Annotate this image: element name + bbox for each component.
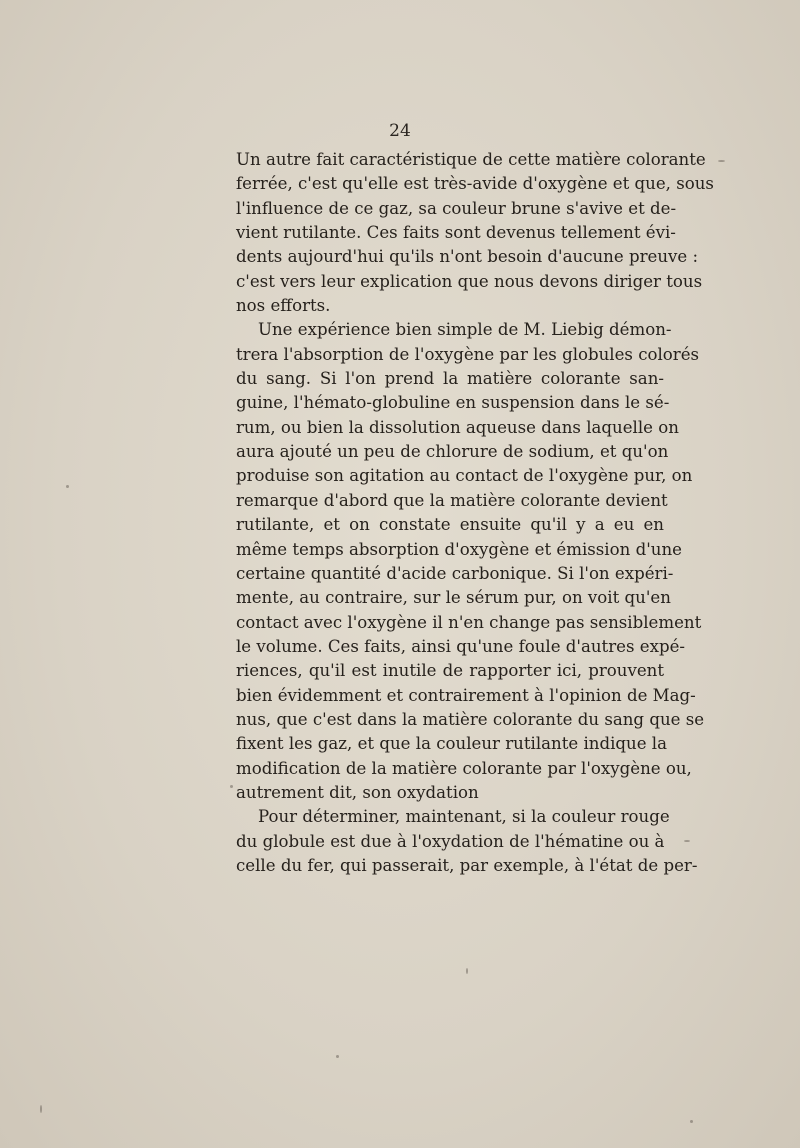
text-line: le volume. Ces faits, ainsi qu'une foule d'autres expé-	[236, 636, 685, 656]
paper-speck	[684, 840, 690, 842]
text-line: l'influence de ce gaz, sa couleur brune s'avive et de-	[236, 198, 677, 218]
text-line: guine, l'hémato-globuline en suspension dans le sé-	[236, 393, 670, 413]
text-line: nus, que c'est dans la matière colorante du sang que se	[236, 709, 705, 729]
paper-speck	[230, 785, 233, 788]
text-line: même temps absorption d'oxygène et émission d'une	[236, 539, 682, 559]
text-line: Pour déterminer, maintenant, si la couleur rouge	[258, 807, 670, 827]
text-line: riences, qu'il est inutile de rapporter ici, prouvent	[236, 661, 664, 681]
paper-speck	[718, 160, 725, 162]
text-line: c'est vers leur explication que nous devons diriger tous	[236, 271, 703, 291]
text-line: modification de la matière colorante par l'oxygène ou,	[236, 758, 692, 778]
paper-speck	[336, 1055, 339, 1058]
text-line: mente, au contraire, sur le sérum pur, on voit qu'en	[236, 588, 671, 608]
text-line: trera l'absorption de l'oxygène par les globules colorés	[236, 344, 700, 364]
text-line: celle du fer, qui passerait, par exemple, à l'état de per-	[236, 855, 698, 875]
text-line: aura ajouté un peu de chlorure de sodium, et qu'on	[236, 442, 669, 462]
body-text	[236, 148, 714, 878]
text-line: Une expérience bien simple de M. Liebig démon-	[258, 320, 672, 340]
text-line: remarque d'abord que la matière colorante devient	[236, 490, 668, 510]
text-line: ferrée, c'est qu'elle est très-avide d'oxygène et que, sous	[236, 174, 714, 194]
text-line: certaine quantité d'acide carbonique. Si l'on expéri-	[236, 563, 674, 583]
text-line: rutilante, et on constate ensuite qu'il y a eu en	[236, 515, 664, 535]
text-line: rum, ou bien la dissolution aqueuse dans laquelle on	[236, 417, 679, 437]
text-line: du sang. Si l'on prend la matière colorante san-	[236, 369, 664, 389]
text-line: nos efforts.	[236, 296, 331, 316]
text-line: dents aujourd'hui qu'ils n'ont besoin d'aucune preuve :	[236, 247, 699, 267]
text-line: autrement dit, son oxydation	[236, 782, 479, 802]
text-line: du globule est due à l'oxydation de l'hématine ou à	[236, 831, 665, 851]
paper-speck	[466, 968, 468, 974]
text-line: contact avec l'oxygène il n'en change pas sensiblement	[236, 612, 702, 632]
paper-speck	[40, 1105, 42, 1113]
text-line: bien évidemment et contrairement à l'opinion de Mag-	[236, 685, 696, 705]
text-line: vient rutilante. Ces faits sont devenus tellement évi-	[236, 223, 676, 243]
text-line: fixent les gaz, et que la couleur rutilante indique la	[236, 734, 668, 754]
paper-speck	[690, 1120, 693, 1123]
text-line: produise son agitation au contact de l'oxygène pur, on	[236, 466, 693, 486]
text-line: Un autre fait caractéristique de cette matière colorante	[236, 150, 706, 169]
paper-speck	[66, 485, 69, 488]
page-number: 24	[389, 121, 411, 141]
